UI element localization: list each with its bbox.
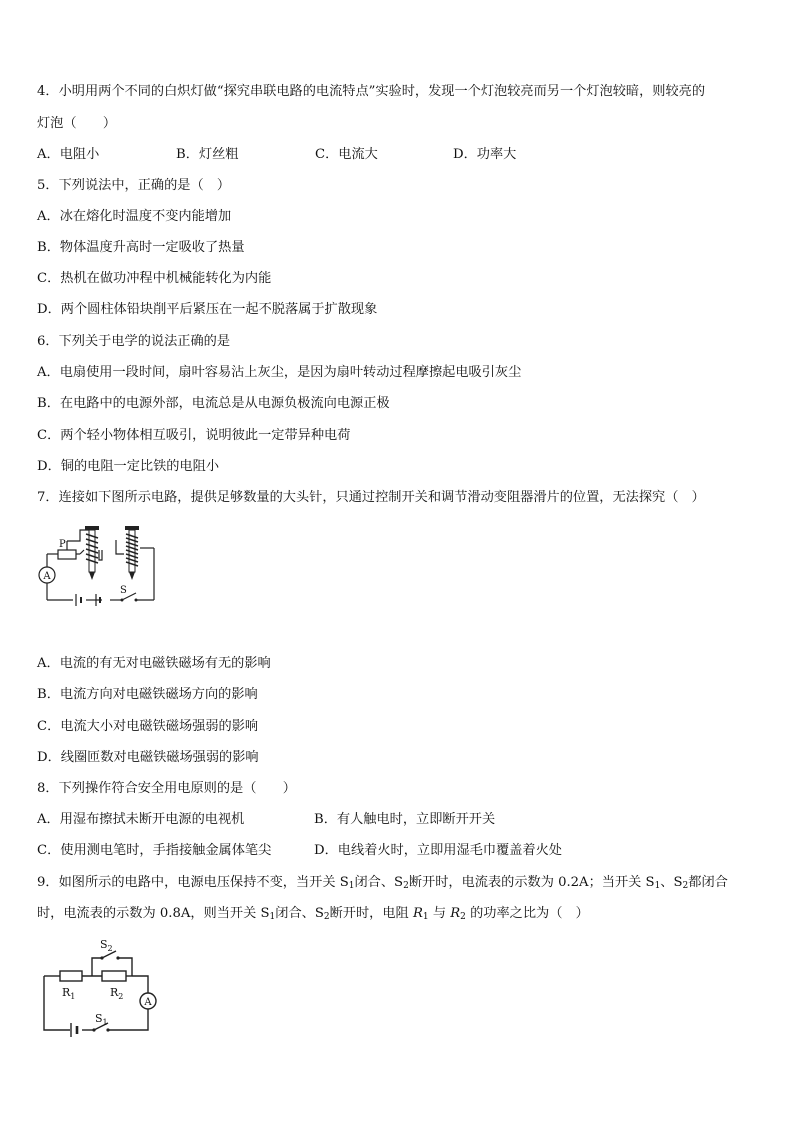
q7-option-b: B．电流方向对电磁铁磁场方向的影响: [37, 687, 258, 702]
q7-option-a: A．电流的有无对电磁铁磁场有无的影响: [37, 656, 271, 671]
q9-s2-label: $S_2$: [100, 938, 113, 953]
q5-option-d: D．两个圆柱体铅块削平后紧压在一起不脱落属于扩散现象: [37, 302, 378, 317]
q7-electromagnet-circuit-figure: [36, 520, 166, 606]
q8-stem: 8．下列操作符合安全用电原则的是（ ）: [37, 781, 296, 796]
q5-option-b: B．物体温度升高时一定吸收了热量: [37, 240, 245, 255]
q9-r1-label: $R_1$: [62, 986, 76, 1001]
q6-option-a: A．电扇使用一段时间，扇叶容易沾上灰尘，是因为扇叶转动过程摩擦起电吸引灰尘: [37, 365, 522, 380]
q7-option-d: D．线圈匝数对电磁铁磁场强弱的影响: [37, 750, 259, 765]
q4-option-b: B．灯丝粗: [176, 147, 239, 162]
q4-option-a: A．电阻小: [37, 147, 100, 162]
q4-option-c: C．电流大: [315, 147, 378, 162]
q7-ammeter-label: A: [43, 571, 51, 582]
q7-stem: 7．连接如下图所示电路，提供足够数量的大头针，只通过控制开关和调节滑动变阻器滑片的位置，无法探究（ ）: [37, 490, 705, 505]
q8-option-a: A．用湿布擦拭未断开电源的电视机: [37, 812, 245, 827]
q8-option-c: C．使用测电笔时，手指接触金属体笔尖: [37, 843, 272, 858]
q5-option-a: A．冰在熔化时温度不变内能增加: [37, 209, 232, 224]
q4-stem-line2: 灯泡（ ）: [37, 116, 117, 131]
q7-slider-label: P: [59, 539, 66, 550]
q4-stem-line1: 4．小明用两个不同的白炽灯做“探究串联电路的电流特点”实验时，发现一个灯泡较亮而另一个灯泡较暗，则较亮的: [37, 84, 706, 99]
q9-stem-line1: 9．如图所示的电路中，电源电压保持不变，当开关 $S_1$闭合、$S_2$断开时，电流表的示数为 0.2A；当开关 $S_1$、$S_2$都闭合: [37, 875, 728, 891]
q7-switch-label: S: [120, 585, 127, 596]
q5-option-c: C．热机在做功冲程中机械能转化为内能: [37, 271, 272, 286]
q8-option-d: D．电线着火时，立即用湿毛巾覆盖着火处: [314, 843, 562, 858]
q6-option-b: B．在电路中的电源外部，电流总是从电源负极流向电源正极: [37, 396, 390, 411]
q5-stem: 5．下列说法中，正确的是（ ）: [37, 178, 231, 193]
q9-circuit-figure: [40, 936, 170, 1040]
q6-option-d: D．铜的电阻一定比铁的电阻小: [37, 459, 220, 474]
q9-ammeter-label: A: [144, 997, 152, 1008]
q4-option-d: D．功率大: [453, 147, 517, 162]
q6-stem: 6．下列关于电学的说法正确的是: [37, 334, 231, 349]
q8-option-b: B．有人触电时，立即断开开关: [314, 812, 496, 827]
q9-stem-line2: 时，电流表的示数为 0.8A，则当开关 $S_1$闭合、$S_2$断开时，电阻 $R_1$ 与 $R_2$ 的功率之比为（ ）: [37, 906, 589, 922]
q6-option-c: C．两个轻小物体相互吸引，说明彼此一定带异种电荷: [37, 428, 351, 443]
q9-r2-label: $R_2$: [110, 986, 124, 1001]
q9-s1-label: $S_1$: [95, 1012, 108, 1027]
q7-option-c: C．电流大小对电磁铁磁场强弱的影响: [37, 719, 259, 734]
